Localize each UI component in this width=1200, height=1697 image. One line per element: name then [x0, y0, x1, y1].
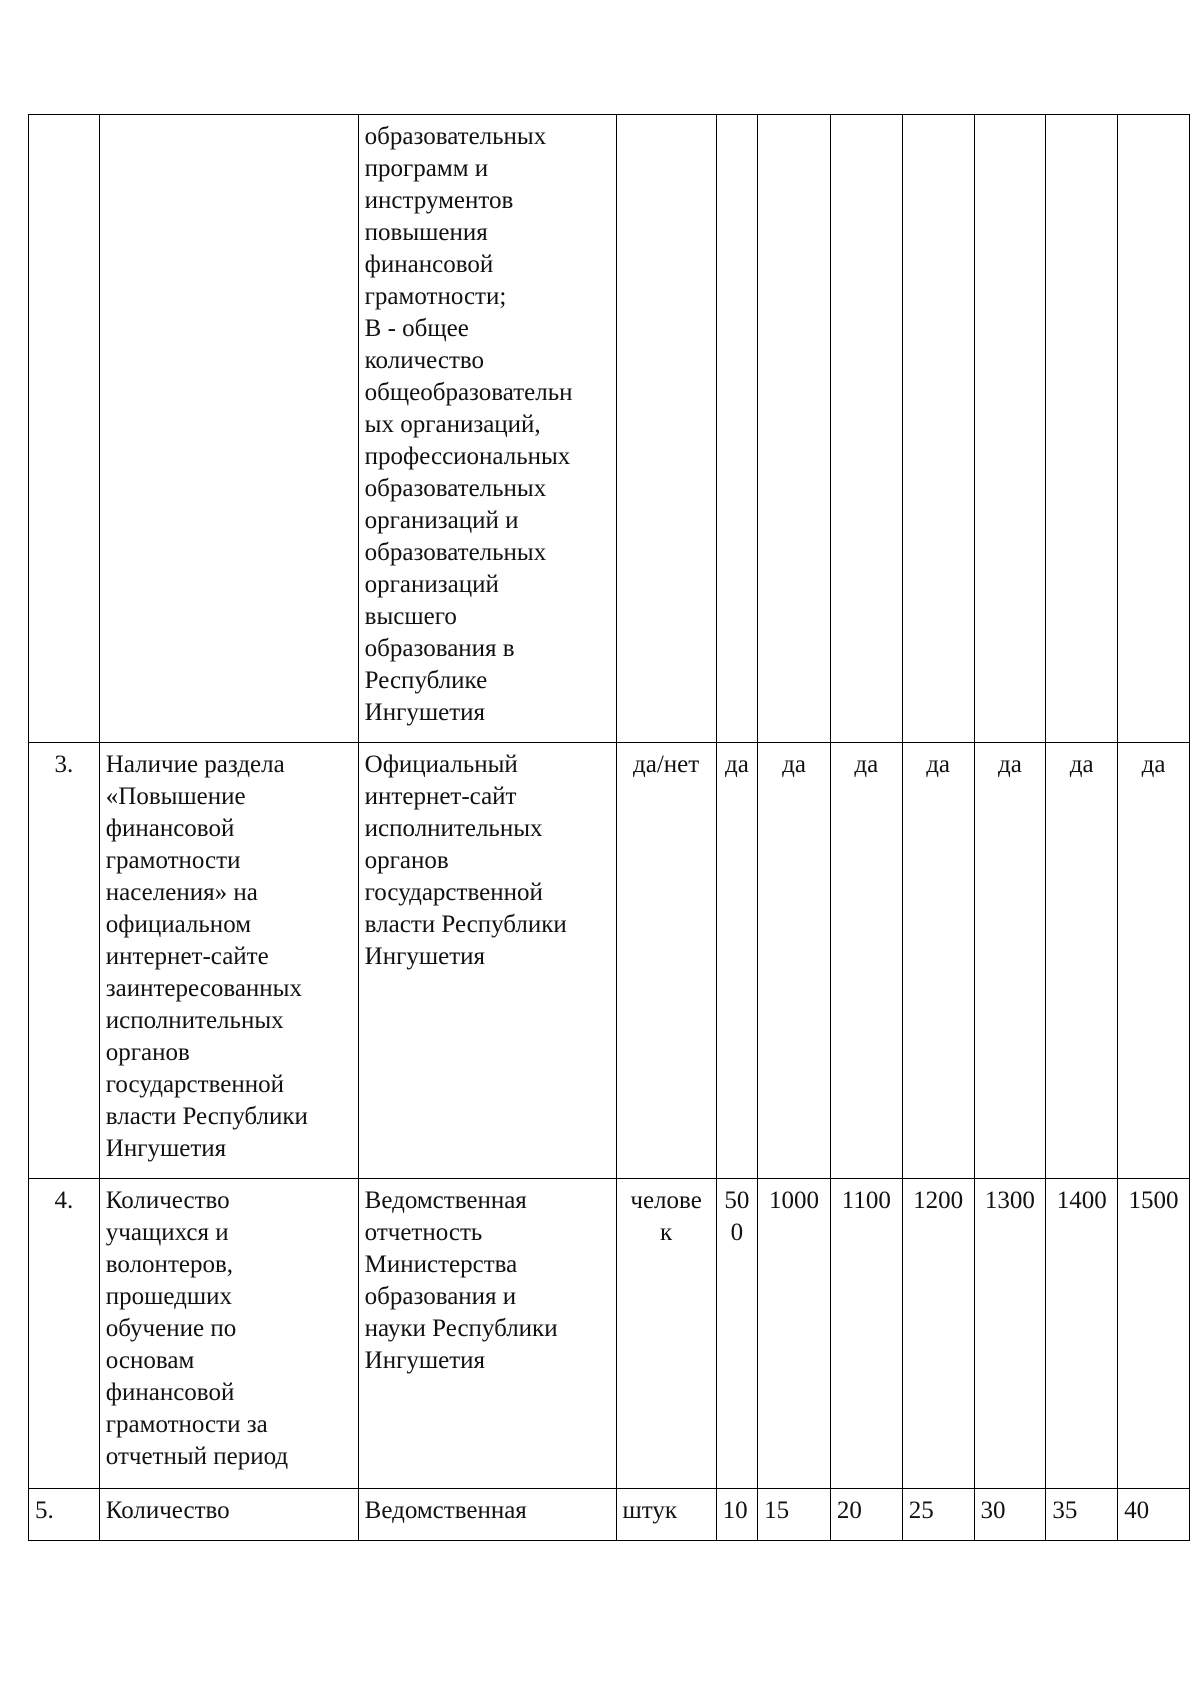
unit-of-measure	[616, 115, 716, 743]
value-cell: да	[902, 743, 974, 1179]
value-cell	[830, 115, 902, 743]
row-number: 3.	[29, 743, 100, 1179]
value-cell: 1300	[974, 1179, 1046, 1489]
value-cell: 15	[758, 1489, 831, 1541]
value-cell: 1100	[830, 1179, 902, 1489]
unit-of-measure: штук	[616, 1489, 716, 1541]
value-cell	[974, 115, 1046, 743]
value-cell: 1000	[758, 1179, 831, 1489]
value-cell	[902, 115, 974, 743]
value-cell: 10	[716, 1489, 757, 1541]
data-source: Ведомственная	[358, 1489, 616, 1541]
indicator-name: Наличие раздела «Повышение финансовой грамотности населения» на официальном интернет-сайте заинтересованных исполнительных органов государственной власти Республики Ингушетия	[99, 743, 358, 1179]
table-row	[29, 1179, 1190, 1489]
value-cell	[758, 115, 831, 743]
row-number: 5.	[29, 1489, 100, 1541]
value-cell: 30	[974, 1489, 1046, 1541]
indicator-name: Количество	[99, 1489, 358, 1541]
table-row	[29, 743, 1190, 1179]
indicator-name	[99, 115, 358, 743]
row-number	[29, 115, 100, 743]
value-cell: 50 0	[716, 1179, 757, 1489]
value-cell: 1200	[902, 1179, 974, 1489]
value-cell: да	[716, 743, 757, 1179]
value-cell: 20	[830, 1489, 902, 1541]
value-cell: 1400	[1046, 1179, 1118, 1489]
value-cell: да	[1118, 743, 1190, 1179]
unit-of-measure: челове к	[616, 1179, 716, 1489]
value-cell: 35	[1046, 1489, 1118, 1541]
indicator-name: Количество учащихся и волонтеров, прошедших обучение по основам финансовой грамотности за отчетный период	[99, 1179, 358, 1489]
indicators-table	[28, 114, 1190, 1541]
value-cell: да	[1046, 743, 1118, 1179]
value-cell: 1500	[1118, 1179, 1190, 1489]
table-row	[29, 1489, 1190, 1541]
value-cell: да	[830, 743, 902, 1179]
table-row	[29, 115, 1190, 743]
value-cell	[1118, 115, 1190, 743]
data-source: образовательных программ и инструментов повышения финансовой грамотности; В - общее количество общеобразовательн ых организаций, профессиональных образовательных организаций и образовательных организаций высшего образования в Республике Ингушетия	[358, 115, 616, 743]
value-cell: 25	[902, 1489, 974, 1541]
row-number: 4.	[29, 1179, 100, 1489]
value-cell: да	[974, 743, 1046, 1179]
data-source: Ведомственная отчетность Министерства образования и науки Республики Ингушетия	[358, 1179, 616, 1489]
unit-of-measure: да/нет	[616, 743, 716, 1179]
value-cell	[716, 115, 757, 743]
value-cell: 40	[1118, 1489, 1190, 1541]
value-cell: да	[758, 743, 831, 1179]
value-cell	[1046, 115, 1118, 743]
data-source: Официальный интернет-сайт исполнительных органов государственной власти Республики Ингушетия	[358, 743, 616, 1179]
